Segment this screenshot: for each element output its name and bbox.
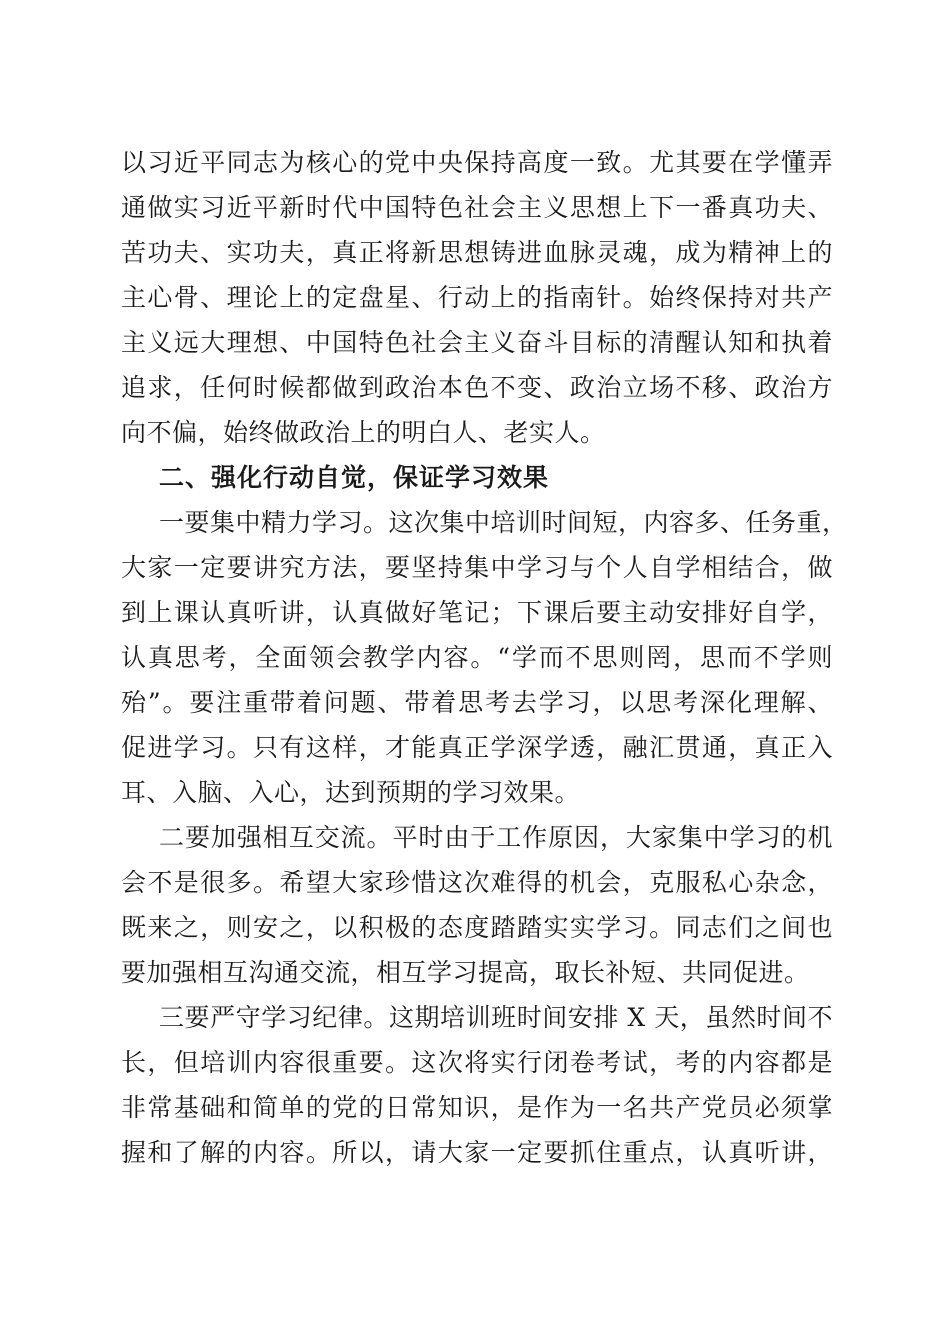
text-line: 大家一定要讲究方法，要坚持集中学习与个人自学相结合，做	[121, 553, 833, 582]
section-heading: 二、强化行动自觉，保证学习效果	[159, 463, 550, 492]
text-line: 主义远大理想、中国特色社会主义奋斗目标的清醒认知和执着	[121, 328, 833, 357]
text-line: 三要严守学习纪律。这期培训班时间安排 X 天，虽然时间不	[159, 1003, 833, 1032]
paragraph-1	[121, 140, 833, 455]
text-line: 一要集中精力学习。这次集中培训时间短，内容多、任务重，	[159, 508, 848, 537]
text-line: 向不偏，始终做政治上的明白人、老实人。	[121, 418, 606, 447]
text-line: 会不是很多。希望大家珍惜这次难得的机会，克服私心杂念，	[121, 868, 833, 897]
text-line: 认真思考，全面领会教学内容。“学而不思则罔，思而不学则	[121, 643, 833, 672]
text-line: 二要加强相互交流。平时由于工作原因，大家集中学习的机	[159, 823, 833, 852]
text-line: 以习近平同志为核心的党中央保持高度一致。尤其要在学懂弄	[121, 148, 833, 177]
text-line: 耳、入脑、入心，达到预期的学习效果。	[121, 778, 581, 807]
paragraph-3	[121, 815, 833, 995]
text-line: 殆”。要注重带着问题、带着思考去学习，以思考深化理解、	[121, 688, 833, 717]
document-body	[121, 140, 848, 1175]
text-line: 握和了解的内容。所以，请大家一定要抓住重点，认真听讲，	[121, 1138, 833, 1167]
text-line: 主心骨、理论上的定盘星、行动上的指南针。始终保持对共产	[121, 283, 833, 312]
text-line: 到上课认真听讲，认真做好笔记；下课后要主动安排好自学，	[121, 598, 833, 627]
text-line: 追求，任何时候都做到政治本色不变、政治立场不移、政治方	[121, 373, 833, 402]
text-line: 既来之，则安之，以积极的态度踏踏实实学习。同志们之间也	[121, 913, 833, 942]
text-line: 通做实习近平新时代中国特色社会主义思想上下一番真功夫、	[121, 193, 833, 222]
text-line: 要加强相互沟通交流，相互学习提高，取长补短、共同促进。	[121, 958, 810, 987]
paragraph-4	[121, 995, 833, 1175]
text-line: 促进学习。只有这样，才能真正学深学透，融汇贯通，真正入	[121, 733, 833, 762]
text-line: 苦功夫、实功夫，真正将新思想铸进血脉灵魂，成为精神上的	[121, 238, 833, 267]
paragraph-2	[121, 500, 848, 815]
text-line: 长，但培训内容很重要。这次将实行闭卷考试，考的内容都是	[121, 1048, 833, 1077]
text-line: 非常基础和简单的党的日常知识，是作为一名共产党员必须掌	[121, 1093, 833, 1122]
